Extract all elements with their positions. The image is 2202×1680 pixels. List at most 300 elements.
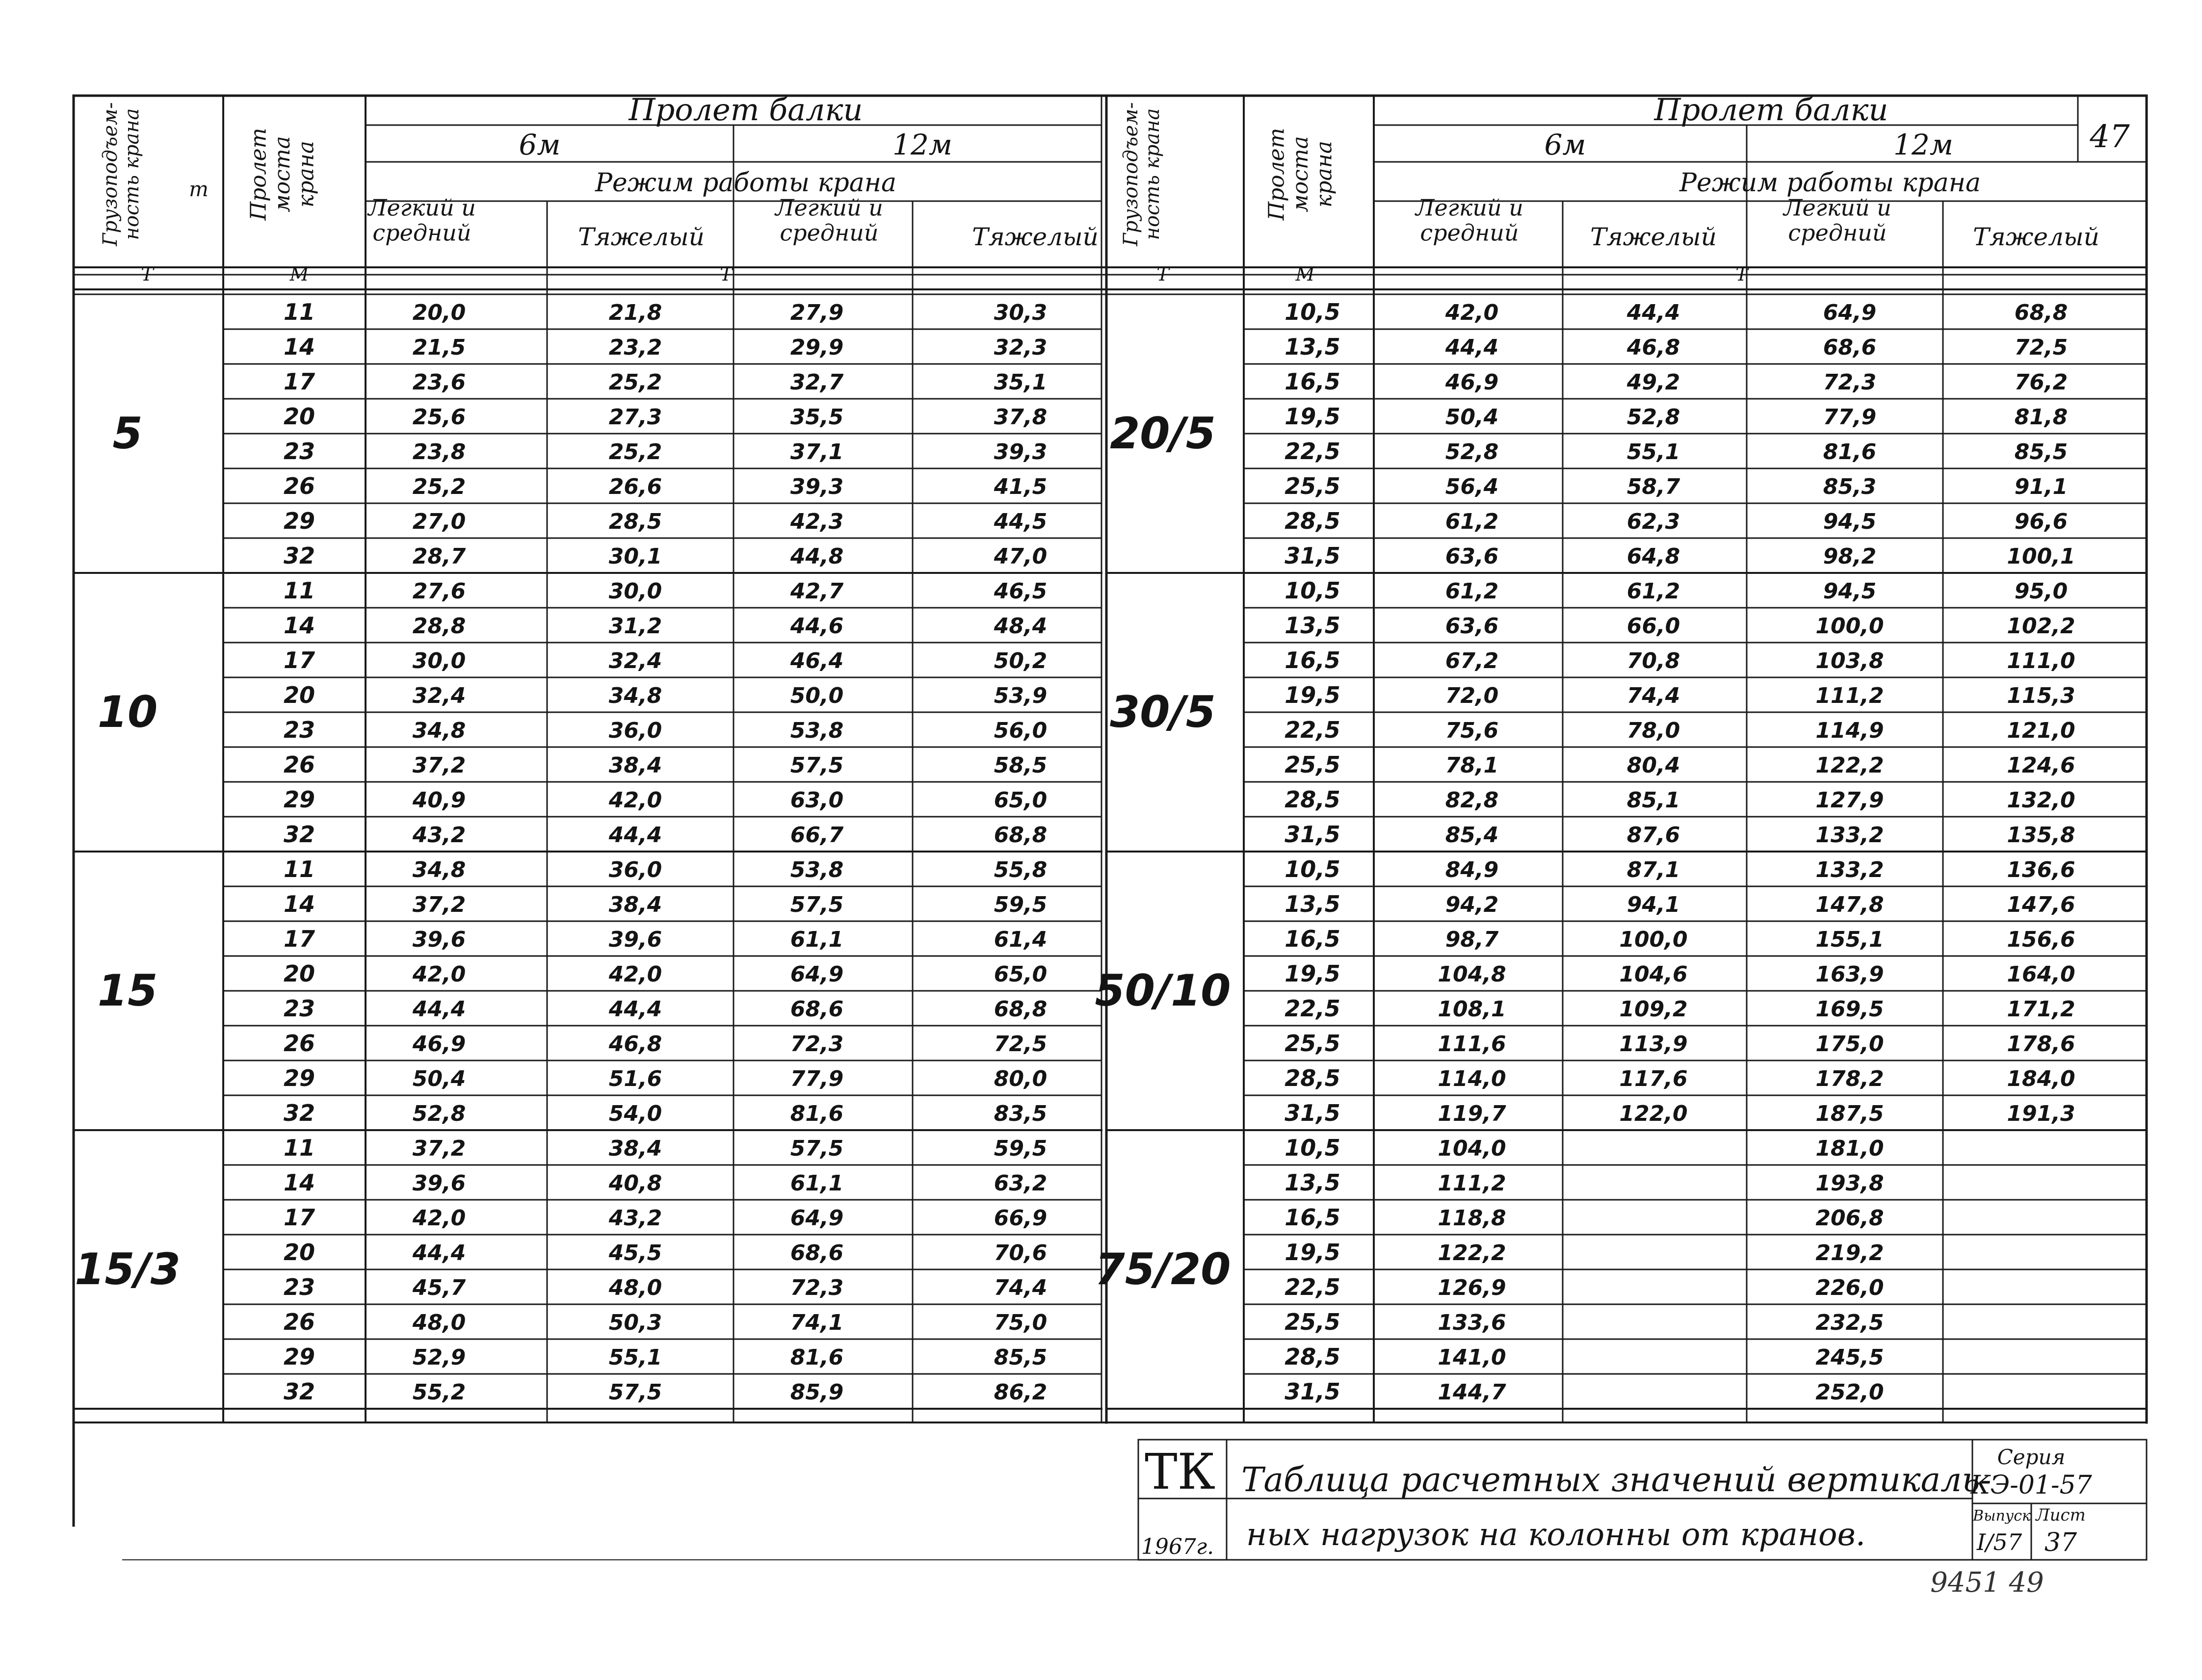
load-cell: 56,4 [1445, 474, 1499, 499]
load-cell: 85,1 [1626, 788, 1680, 813]
bridge-span-cell: 22,5 [1284, 995, 1340, 1022]
load-cell: 44,4 [1626, 300, 1680, 325]
bridge-span-cell: 14 [283, 612, 315, 639]
capacity-cell: 30/5 [1110, 687, 1216, 737]
load-cell: 94,5 [1823, 579, 1877, 604]
load-cell: 72,0 [1445, 683, 1499, 708]
load-cell: 40,8 [608, 1171, 662, 1196]
load-cell: 85,3 [1823, 474, 1877, 499]
load-cell: 36,0 [608, 857, 662, 882]
bridge-span-cell: 14 [283, 334, 315, 360]
load-cell: 100,1 [2007, 544, 2075, 569]
load-cell: 39,3 [994, 439, 1048, 465]
header-bridge-span: Пролетмостакрана [246, 128, 319, 221]
load-cell: 42,0 [412, 962, 466, 987]
header-load-capacity: Грузоподъем-ность крана [99, 102, 143, 246]
bridge-span-cell: 19,5 [1284, 960, 1340, 987]
bridge-span-cell: 32 [283, 1100, 315, 1126]
header-unit-m: М [289, 263, 309, 285]
load-cell: 46,4 [790, 648, 844, 673]
stamp-sheet-label: Лист [2036, 1505, 2086, 1525]
load-cell: 70,8 [1626, 648, 1680, 673]
load-cell: 28,8 [412, 614, 466, 639]
load-cell: 55,1 [1626, 439, 1680, 465]
load-cell: 65,0 [994, 962, 1048, 987]
load-cell: 74,4 [1626, 683, 1680, 708]
load-cell: 81,6 [790, 1101, 844, 1126]
stamp-logo: ТК [1144, 1443, 1216, 1500]
header-mode-heavy-6: Тяжелый [578, 223, 705, 251]
header-load-capacity-right: Грузоподъем-ность крана [1120, 102, 1164, 246]
capacity-cell: 50/10 [1095, 965, 1231, 1016]
load-cell: 68,8 [994, 997, 1048, 1022]
load-cell: 104,8 [1438, 962, 1506, 987]
header-span-12m: 12м [892, 128, 952, 161]
bridge-span-cell: 23 [283, 438, 315, 465]
load-cell: 141,0 [1438, 1345, 1506, 1370]
bridge-span-cell: 26 [283, 1309, 315, 1335]
load-cell: 44,6 [790, 614, 844, 639]
load-cell: 37,2 [412, 892, 466, 917]
load-cell: 44,4 [608, 997, 662, 1022]
load-cell: 36,0 [608, 718, 662, 743]
load-cell: 43,2 [412, 823, 466, 848]
load-cell: 117,6 [1619, 1066, 1688, 1091]
load-cell: 65,0 [994, 788, 1048, 813]
load-cell: 122,0 [1619, 1101, 1688, 1126]
load-cell: 127,9 [1815, 788, 1884, 813]
load-cell: 104,6 [1619, 962, 1688, 987]
load-cell: 61,4 [994, 927, 1048, 952]
load-cell: 53,8 [790, 857, 844, 882]
load-cell: 42,0 [608, 962, 662, 987]
load-cell: 38,4 [608, 892, 662, 917]
bridge-span-cell: 26 [283, 473, 315, 499]
header-mode-light-6: Легкий и средний [368, 194, 476, 246]
load-cell: 35,1 [994, 370, 1048, 395]
load-cell: 30,0 [412, 648, 466, 673]
load-cell: 155,1 [1815, 927, 1884, 952]
load-cell: 86,2 [994, 1380, 1048, 1405]
load-cell: 119,7 [1438, 1101, 1506, 1126]
load-cell: 39,6 [412, 927, 466, 952]
load-cell: 245,5 [1815, 1345, 1884, 1370]
load-cell: 61,2 [1445, 579, 1499, 604]
bridge-span-cell: 28,5 [1284, 786, 1340, 813]
load-cell: 66,9 [994, 1206, 1048, 1231]
header-span-6m-right: 6м [1544, 128, 1586, 161]
bridge-span-cell: 10,5 [1284, 856, 1340, 882]
stamp-title-line2: ных нагрузок на колонны от кранов. [1246, 1517, 1866, 1553]
bridge-span-cell: 11 [283, 299, 315, 325]
load-cell: 181,0 [1815, 1136, 1884, 1161]
load-cell: 68,6 [1823, 335, 1877, 360]
load-cell: 121,0 [2007, 718, 2075, 743]
load-cell: 78,0 [1626, 718, 1680, 743]
load-cell: 87,1 [1626, 857, 1680, 882]
load-cell: 66,0 [1626, 614, 1680, 639]
load-cell: 46,9 [412, 1032, 466, 1057]
load-cell: 72,3 [790, 1275, 844, 1300]
load-cell: 74,4 [994, 1275, 1048, 1300]
bridge-span-cell: 20 [283, 1239, 315, 1266]
load-cell: 62,3 [1626, 509, 1680, 534]
load-cell: 48,4 [994, 614, 1048, 639]
bridge-span-cell: 17 [283, 1204, 315, 1231]
capacity-cell: 5 [112, 408, 143, 459]
load-cell: 63,2 [994, 1171, 1048, 1196]
load-cell: 41,5 [994, 474, 1048, 499]
load-cell: 58,5 [994, 753, 1048, 778]
load-cell: 32,7 [790, 370, 844, 395]
load-cell: 80,4 [1626, 753, 1680, 778]
load-cell: 52,8 [1445, 439, 1499, 465]
bridge-span-cell: 31,5 [1284, 543, 1340, 569]
bridge-span-cell: 29 [283, 1344, 315, 1370]
bridge-span-cell: 17 [283, 926, 315, 952]
load-cell: 124,6 [2007, 753, 2075, 778]
header-bridge-span-right: Пролетмостакрана [1264, 128, 1337, 221]
load-cell: 48,0 [412, 1310, 466, 1335]
load-cell: 94,1 [1626, 892, 1680, 917]
header-mode-heavy-12-right: Тяжелый [1973, 223, 2099, 251]
load-cell: 76,2 [2014, 370, 2068, 395]
header-beam-span-right: Пролет балки [1654, 92, 1888, 128]
load-cell: 23,8 [412, 439, 466, 465]
load-cell: 95,0 [2014, 579, 2068, 604]
load-cell: 94,2 [1445, 892, 1499, 917]
load-cell: 78,1 [1445, 753, 1499, 778]
load-cell: 126,9 [1438, 1275, 1506, 1300]
bridge-span-cell: 25,5 [1284, 751, 1340, 778]
load-cell: 58,7 [1626, 474, 1680, 499]
load-cell: 82,8 [1445, 788, 1499, 813]
load-cell: 44,4 [412, 1241, 466, 1266]
header-unit-t-loads: Т [720, 263, 733, 285]
load-cell: 144,7 [1438, 1380, 1506, 1405]
stamp-series-label: Серия [1997, 1445, 2066, 1469]
bridge-span-cell: 17 [283, 368, 315, 395]
load-cell: 75,6 [1445, 718, 1499, 743]
load-cell: 104,0 [1438, 1136, 1506, 1161]
load-cell: 30,0 [608, 579, 662, 604]
load-cell: 34,8 [412, 718, 466, 743]
load-cell: 98,2 [1823, 544, 1877, 569]
load-cell: 44,4 [1445, 335, 1499, 360]
bridge-span-cell: 19,5 [1284, 1239, 1340, 1266]
load-cell: 72,5 [994, 1032, 1048, 1057]
load-cell: 20,0 [412, 300, 466, 325]
bridge-span-cell: 11 [283, 1135, 315, 1161]
load-cell: 52,8 [1626, 405, 1680, 430]
load-cell: 37,2 [412, 753, 466, 778]
load-cell: 57,5 [790, 1136, 844, 1161]
load-cell: 103,8 [1815, 648, 1884, 673]
load-cell: 53,8 [790, 718, 844, 743]
bridge-span-cell: 28,5 [1284, 1065, 1340, 1091]
bridge-span-cell: 16,5 [1284, 1204, 1340, 1231]
load-cell: 81,6 [790, 1345, 844, 1370]
load-cell: 45,5 [608, 1241, 662, 1266]
header-unit-m-right: М [1295, 263, 1315, 285]
load-cell: 50,4 [412, 1066, 466, 1091]
load-cell: 68,8 [994, 823, 1048, 848]
load-cell: 59,5 [994, 892, 1048, 917]
load-cell: 63,0 [790, 788, 844, 813]
load-cell: 32,3 [994, 335, 1048, 360]
header-mode-heavy-6-right: Тяжелый [1590, 223, 1717, 251]
bridge-span-cell: 28,5 [1284, 1344, 1340, 1370]
bridge-span-cell: 25,5 [1284, 1309, 1340, 1335]
load-cell: 100,0 [1619, 927, 1688, 952]
bridge-span-cell: 10,5 [1284, 299, 1340, 325]
load-cell: 219,2 [1815, 1241, 1884, 1266]
load-cell: 226,0 [1815, 1275, 1884, 1300]
footer-note: 9451 49 [1930, 1567, 2044, 1599]
load-cell: 133,2 [1815, 857, 1884, 882]
load-cell: 38,4 [608, 1136, 662, 1161]
load-cell: 61,1 [790, 927, 844, 952]
bridge-span-cell: 26 [283, 1030, 315, 1057]
load-cell: 147,8 [1815, 892, 1884, 917]
bridge-span-cell: 13,5 [1284, 334, 1340, 360]
load-cell: 26,6 [608, 474, 662, 499]
load-cell: 64,9 [1823, 300, 1877, 325]
load-cell: 50,3 [608, 1310, 662, 1335]
load-cell: 98,7 [1445, 927, 1499, 952]
bridge-span-cell: 23 [283, 1274, 315, 1300]
header-unit-t-capacity: Т [141, 263, 154, 285]
load-cell: 87,6 [1626, 823, 1680, 848]
load-cell: 96,6 [2014, 509, 2068, 534]
load-cell: 28,5 [608, 509, 662, 534]
load-cell: 59,5 [994, 1136, 1048, 1161]
load-cell: 57,5 [790, 753, 844, 778]
load-cell: 43,2 [608, 1206, 662, 1231]
load-cell: 21,5 [412, 335, 466, 360]
load-cell: 34,8 [412, 857, 466, 882]
header-mode-light-6-right: Легкий и средний [1416, 194, 1523, 246]
header-mode-light-12: Легкий и средний [775, 194, 883, 246]
bridge-span-cell: 10,5 [1284, 577, 1340, 604]
header-crane-mode: Режим работы крана [595, 168, 897, 198]
bridge-span-cell: 25,5 [1284, 1030, 1340, 1057]
load-cell: 30,1 [608, 544, 662, 569]
load-cell: 31,2 [608, 614, 662, 639]
load-cell: 85,5 [2014, 439, 2068, 465]
load-cell: 27,6 [412, 579, 466, 604]
load-cell: 21,8 [608, 300, 662, 325]
load-cell: 67,2 [1445, 648, 1499, 673]
load-cell: 64,9 [790, 962, 844, 987]
load-cell: 193,8 [1815, 1171, 1884, 1196]
stamp-sheet-value: 37 [2044, 1528, 2077, 1557]
load-cell: 136,6 [2007, 857, 2075, 882]
load-cell: 163,9 [1815, 962, 1884, 987]
load-cell: 27,9 [790, 300, 844, 325]
load-cell: 114,9 [1815, 718, 1884, 743]
load-cell: 42,7 [790, 579, 844, 604]
load-cell: 46,5 [994, 579, 1048, 604]
load-cell: 42,0 [412, 1206, 466, 1231]
bridge-span-cell: 29 [283, 786, 315, 813]
load-cell: 156,6 [2007, 927, 2075, 952]
load-cell: 111,2 [1815, 683, 1884, 708]
load-cell: 122,2 [1438, 1241, 1506, 1266]
bridge-span-cell: 29 [283, 508, 315, 534]
load-cell: 57,5 [790, 892, 844, 917]
load-cell: 83,5 [994, 1101, 1048, 1126]
bridge-span-cell: 11 [283, 856, 315, 882]
load-cell: 44,8 [790, 544, 844, 569]
load-cell: 114,0 [1438, 1066, 1506, 1091]
load-cell: 25,6 [412, 405, 466, 430]
load-cell: 25,2 [608, 439, 662, 465]
load-cell: 57,5 [608, 1380, 662, 1405]
bridge-span-cell: 23 [283, 995, 315, 1022]
load-cell: 39,6 [412, 1171, 466, 1196]
load-cell: 135,8 [2007, 823, 2075, 848]
load-cell: 52,9 [412, 1345, 466, 1370]
load-cell: 191,3 [2007, 1101, 2075, 1126]
bridge-span-cell: 25,5 [1284, 473, 1340, 499]
load-cell: 111,2 [1438, 1171, 1506, 1196]
load-cell: 68,6 [790, 997, 844, 1022]
load-cell: 85,4 [1445, 823, 1499, 848]
load-cell: 252,0 [1815, 1380, 1884, 1405]
load-cell: 51,6 [608, 1066, 662, 1091]
load-cell: 63,6 [1445, 614, 1499, 639]
header-mode-heavy-12: Тяжелый [972, 223, 1099, 251]
bridge-span-cell: 31,5 [1284, 821, 1340, 848]
load-cell: 37,8 [994, 405, 1048, 430]
bridge-span-cell: 22,5 [1284, 438, 1340, 465]
load-cell: 100,0 [1815, 614, 1884, 639]
load-cell: 72,5 [2014, 335, 2068, 360]
load-cell: 32,4 [412, 683, 466, 708]
load-cell: 46,8 [1626, 335, 1680, 360]
load-cell: 102,2 [2007, 614, 2075, 639]
bridge-span-cell: 16,5 [1284, 368, 1340, 395]
header-crane-mode-right: Режим работы крана [1679, 168, 1981, 198]
load-cell: 81,8 [2014, 405, 2068, 430]
load-cell: 85,5 [994, 1345, 1048, 1370]
load-cell: 109,2 [1619, 997, 1688, 1022]
load-cell: 42,0 [1445, 300, 1499, 325]
load-cell: 118,8 [1438, 1206, 1506, 1231]
bridge-span-cell: 20 [283, 403, 315, 430]
bridge-span-cell: 19,5 [1284, 682, 1340, 708]
bridge-span-cell: 31,5 [1284, 1378, 1340, 1405]
load-cell: 44,4 [608, 823, 662, 848]
load-cell: 91,1 [2014, 474, 2068, 499]
load-cell: 45,7 [412, 1275, 466, 1300]
stamp-issue-value: I/57 [1976, 1529, 2022, 1555]
stamp-series-value: КЭ-01-57 [1970, 1471, 2092, 1500]
load-cell: 74,1 [790, 1310, 844, 1335]
load-cell: 39,6 [608, 927, 662, 952]
header-unit-t-small: т [189, 177, 209, 201]
load-cell: 64,9 [790, 1206, 844, 1231]
load-cell: 50,0 [790, 683, 844, 708]
load-cell: 46,9 [1445, 370, 1499, 395]
load-cell: 232,5 [1815, 1310, 1884, 1335]
load-cell: 70,6 [994, 1241, 1048, 1266]
stamp-title-line1: Таблица расчетных значений вертикаль- [1241, 1461, 1992, 1499]
load-cell: 80,0 [994, 1066, 1048, 1091]
load-cell: 66,7 [790, 823, 844, 848]
load-cell: 178,2 [1815, 1066, 1884, 1091]
load-cell: 111,0 [2007, 648, 2075, 673]
bridge-span-cell: 19,5 [1284, 403, 1340, 430]
load-cell: 68,6 [790, 1241, 844, 1266]
load-cell: 61,2 [1445, 509, 1499, 534]
load-cell: 27,0 [412, 509, 466, 534]
bridge-span-cell: 10,5 [1284, 1135, 1340, 1161]
load-cell: 47,0 [994, 544, 1048, 569]
load-cell: 48,0 [608, 1275, 662, 1300]
load-cell: 122,2 [1815, 753, 1884, 778]
header-unit-t-loads-right: Т [1735, 263, 1748, 285]
load-cell: 56,0 [994, 718, 1048, 743]
load-cell: 84,9 [1445, 857, 1499, 882]
load-cell: 94,5 [1823, 509, 1877, 534]
load-cell: 25,2 [608, 370, 662, 395]
load-cell: 63,6 [1445, 544, 1499, 569]
bridge-span-cell: 14 [283, 1169, 315, 1196]
load-cell: 42,0 [608, 788, 662, 813]
bridge-span-cell: 28,5 [1284, 508, 1340, 534]
load-cell: 171,2 [2007, 997, 2075, 1022]
header-beam-span: Пролет балки [629, 92, 863, 128]
load-cell: 113,9 [1619, 1032, 1688, 1057]
load-cell: 25,2 [412, 474, 466, 499]
load-cell: 28,7 [412, 544, 466, 569]
load-cell: 44,4 [412, 997, 466, 1022]
load-cell: 184,0 [2007, 1066, 2075, 1091]
bridge-span-cell: 16,5 [1284, 926, 1340, 952]
header-mode-light-12-right: Легкий и средний [1783, 194, 1891, 246]
capacity-cell: 15 [97, 965, 158, 1016]
bridge-span-cell: 22,5 [1284, 1274, 1340, 1300]
load-cell: 34,8 [608, 683, 662, 708]
load-cell: 68,8 [2014, 300, 2068, 325]
load-cell: 175,0 [1815, 1032, 1884, 1057]
load-cell: 55,2 [412, 1380, 466, 1405]
load-cell: 35,5 [790, 405, 844, 430]
load-cell: 115,3 [2007, 683, 2075, 708]
header-page-number: 47 [2090, 119, 2130, 155]
header-span-12m-right: 12м [1893, 128, 1953, 161]
load-cell: 29,9 [790, 335, 844, 360]
load-cell: 169,5 [1815, 997, 1884, 1022]
load-cell: 30,3 [994, 300, 1048, 325]
load-cell: 75,0 [994, 1310, 1048, 1335]
load-cell: 53,9 [994, 683, 1048, 708]
load-cell: 27,3 [608, 405, 662, 430]
bridge-span-cell: 20 [283, 960, 315, 987]
load-cell: 111,6 [1438, 1032, 1506, 1057]
load-cell: 132,0 [2007, 788, 2075, 813]
load-cell: 32,4 [608, 648, 662, 673]
stamp-year: 1967г. [1141, 1534, 1214, 1559]
header-unit-t-capacity-right: Т [1156, 263, 1169, 285]
load-cell: 133,2 [1815, 823, 1884, 848]
load-cell: 50,2 [994, 648, 1048, 673]
load-cell: 49,2 [1626, 370, 1680, 395]
load-cell: 52,8 [412, 1101, 466, 1126]
load-cell: 55,1 [608, 1345, 662, 1370]
